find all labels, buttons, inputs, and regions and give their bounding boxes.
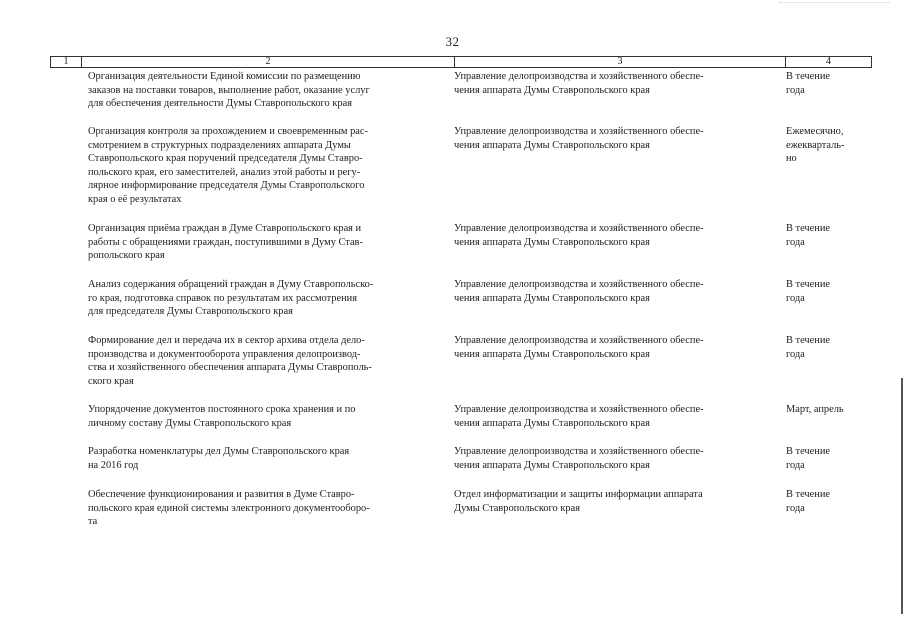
deadline-cell: Ежемесячно, ежекварталь- но	[786, 126, 845, 165]
task-cell: Упорядочение документов постоянного срока хранения и по личному составу Думы Ставропольского края	[88, 404, 356, 429]
deadline-cell: В течение года	[786, 223, 830, 248]
responsible-cell: Управление делопроизводства и хозяйственного обеспе- чения аппарата Думы Ставропольского края	[454, 404, 704, 429]
deadline-cell: Март, апрель	[786, 404, 844, 415]
task-cell: Организация приёма граждан в Думе Ставропольского края и работы с обращениями граждан, поступившими в Думу Став- ропольского края	[88, 223, 363, 262]
responsible-cell: Отдел информатизации и защиты информации аппарата Думы Ставропольского края	[454, 489, 703, 514]
deadline-cell: В течение года	[786, 446, 830, 471]
responsible-cell: Управление делопроизводства и хозяйственного обеспе- чения аппарата Думы Ставропольского края	[454, 223, 704, 248]
deadline-cell: В течение года	[786, 279, 830, 304]
deadline-cell: В течение года	[786, 71, 830, 96]
task-cell: Формирование дел и передача их в сектор архива отдела дело- производства и документооборота управления делопроизвод- ства и хозяйственного обеспечения аппарата Думы Ставрополь- ского края	[88, 335, 372, 387]
deadline-cell: В течение года	[786, 335, 830, 360]
table-header	[50, 56, 872, 68]
header-col-4: 4	[826, 56, 831, 67]
responsible-cell: Управление делопроизводства и хозяйственного обеспе- чения аппарата Думы Ставропольского края	[454, 126, 704, 151]
task-cell: Организация контроля за прохождением и своевременным рас- смотрением в структурных подразделениях аппарата Думы Ставропольского края поручений председателя Думы Ставро- польского края, его заместителей, анализ этой работы и регу- лярное информирование председателя Думы Ставропольского края о её результатах	[88, 126, 368, 205]
deadline-cell: В течение года	[786, 489, 830, 514]
header-col-2: 2	[265, 56, 271, 67]
header-col-1: 1	[63, 56, 69, 67]
header-col-3: 3	[617, 56, 623, 67]
task-cell: Обеспечение функционирования и развития в Думе Ставро- польского края единой системы электронного документооборо- та	[88, 489, 370, 528]
page-number: 32	[445, 34, 460, 49]
task-cell: Разработка номенклатуры дел Думы Ставропольского края на 2016 год	[88, 446, 350, 471]
scan-edge-artifact	[901, 378, 903, 614]
responsible-cell: Управление делопроизводства и хозяйственного обеспе- чения аппарата Думы Ставропольского края	[454, 335, 704, 360]
task-cell: Анализ содержания обращений граждан в Думу Ставропольско- го края, подготовка справок по результатам их рассмотрения для председателя Думы Ставропольского края	[88, 279, 374, 318]
responsible-cell: Управление делопроизводства и хозяйственного обеспе- чения аппарата Думы Ставропольского края	[454, 71, 704, 96]
scan-artifact-top	[779, 2, 889, 7]
task-cell: Организация деятельности Единой комиссии по размещению заказов на поставки товаров, выполнение работ, оказание услуг для обеспечения деятельности Думы Ставропольского края	[88, 71, 370, 110]
responsible-cell: Управление делопроизводства и хозяйственного обеспе- чения аппарата Думы Ставропольского края	[454, 446, 704, 471]
responsible-cell: Управление делопроизводства и хозяйственного обеспе- чения аппарата Думы Ставропольского края	[454, 279, 704, 304]
